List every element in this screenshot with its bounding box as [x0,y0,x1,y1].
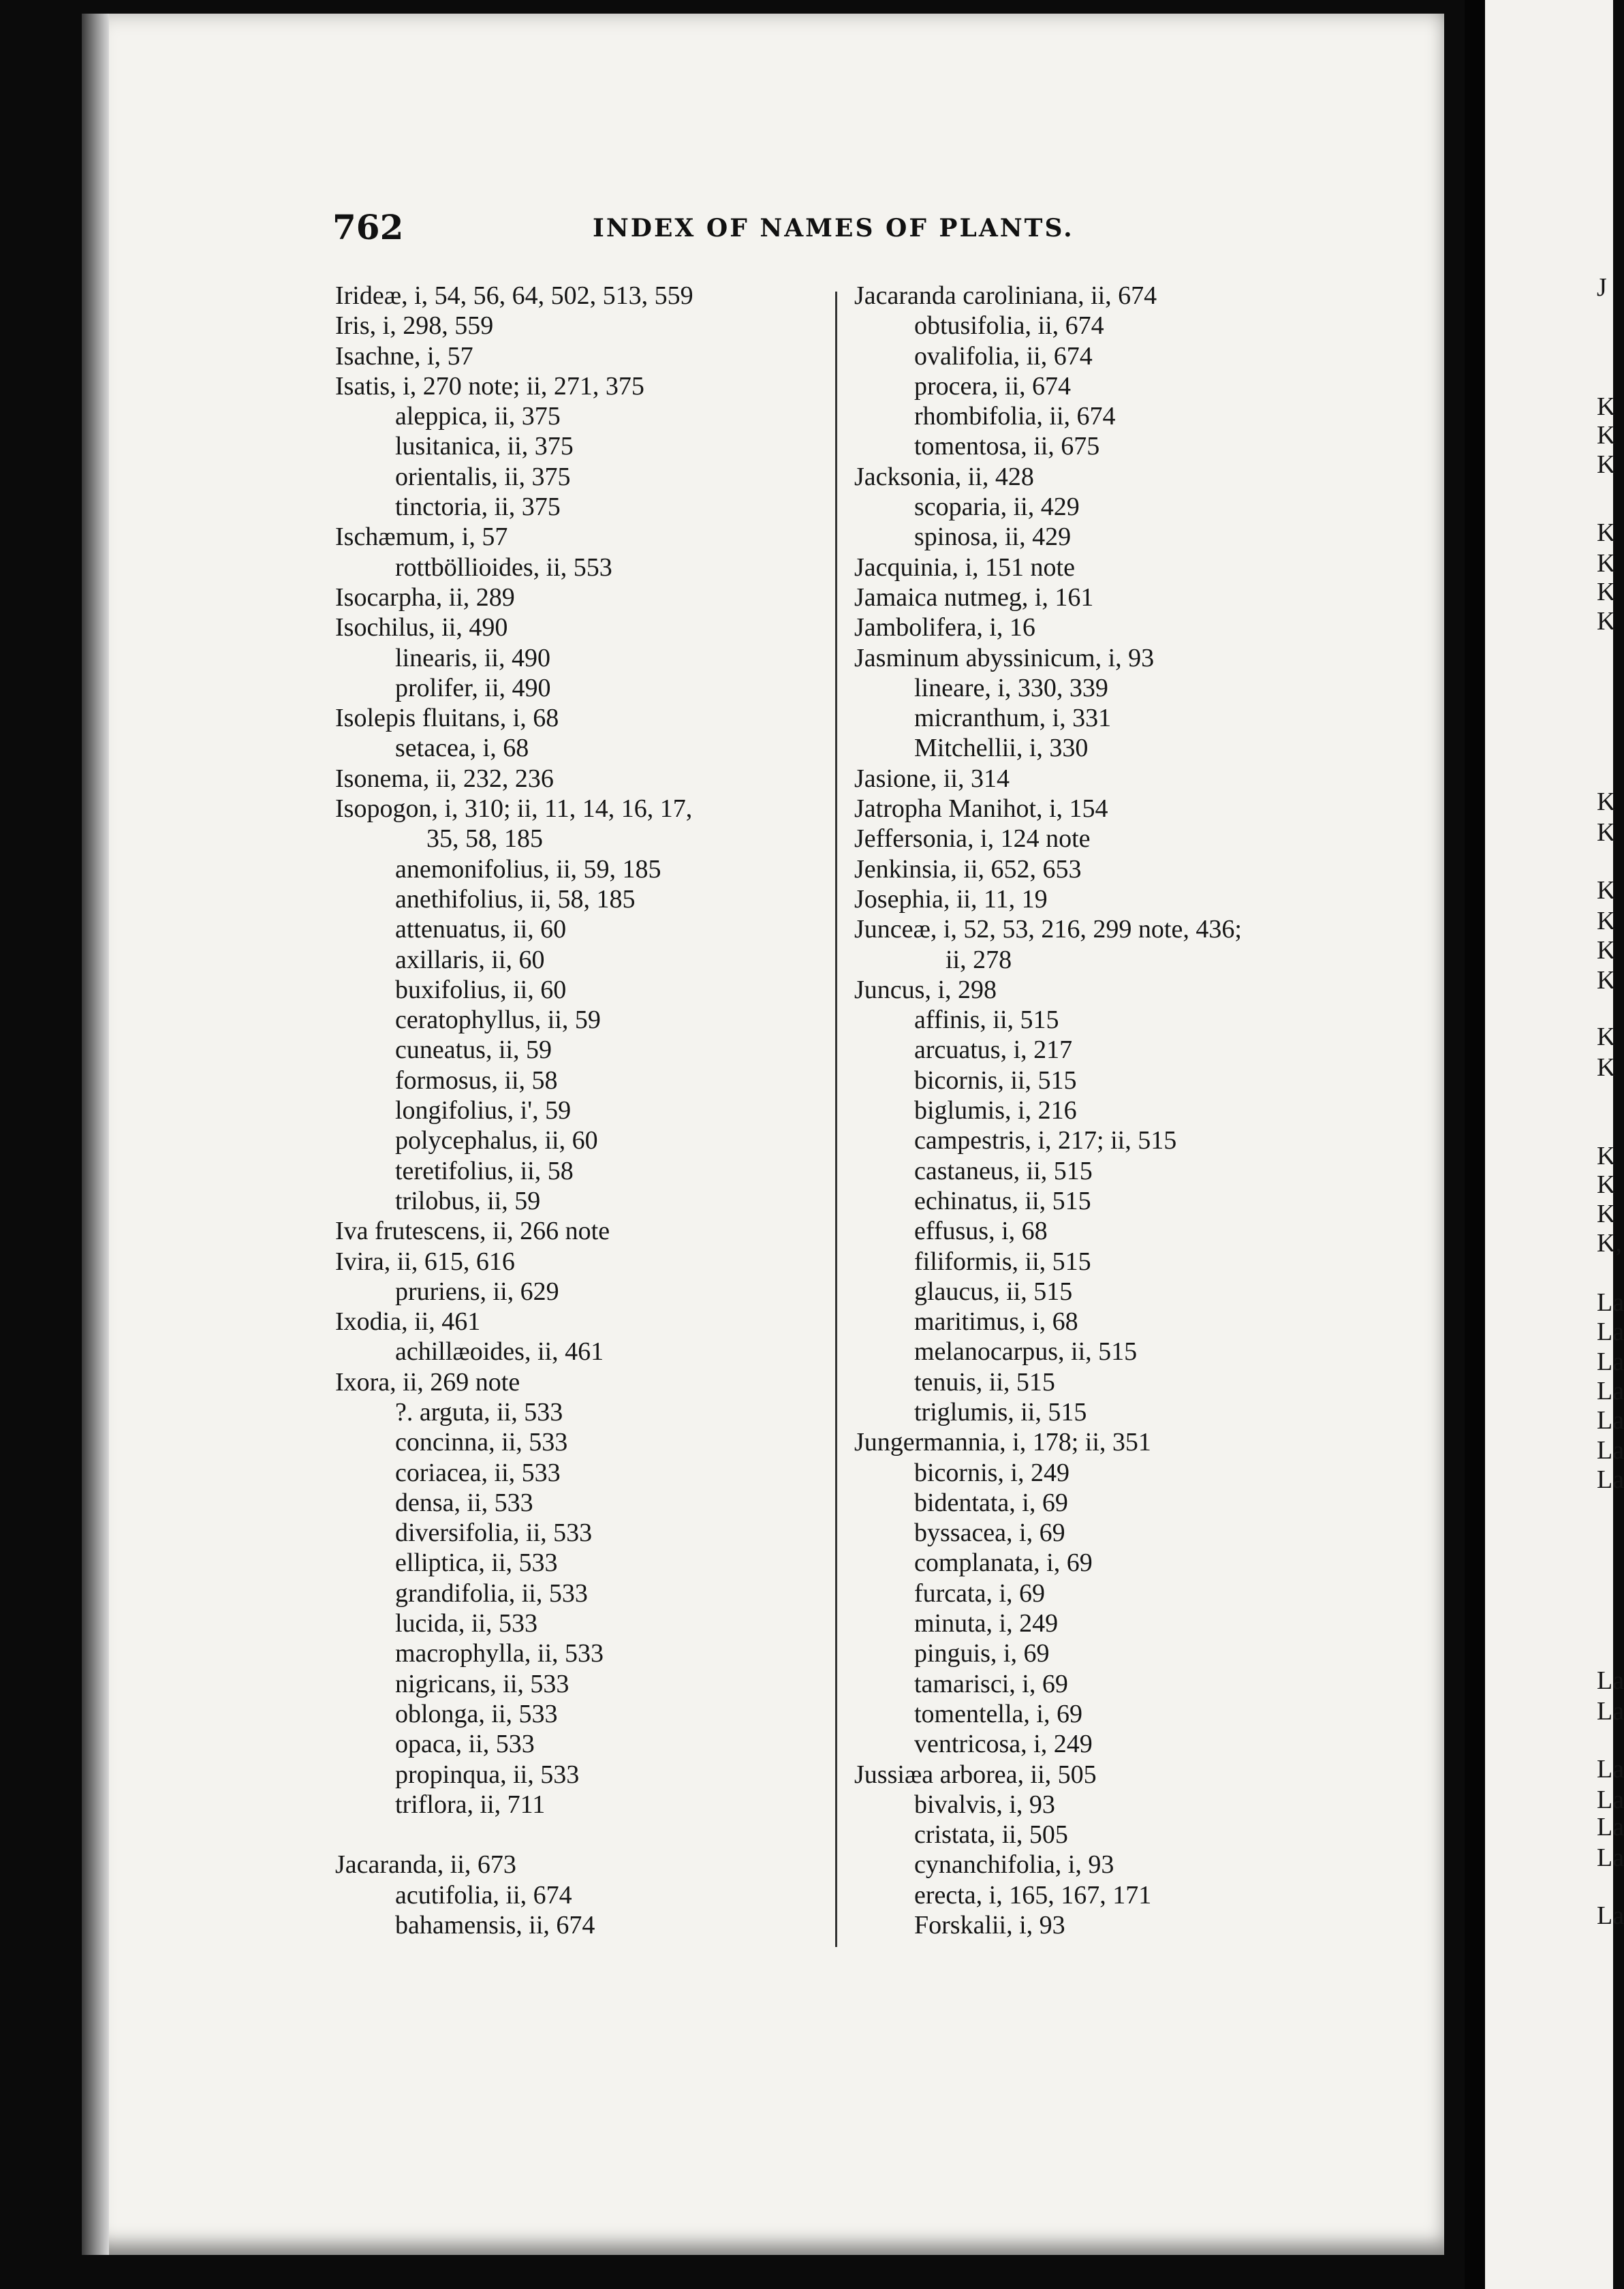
index-subentry: erecta, i, 165, 167, 171 [914,1880,1152,1910]
facing-page-letter: La [1597,1465,1624,1494]
index-subentry: Mitchellii, i, 330 [914,734,1089,763]
index-subentry: glaucus, ii, 515 [914,1277,1073,1306]
facing-page-letter: K [1597,1200,1616,1228]
index-subentry: opaca, ii, 533 [395,1730,535,1759]
index-column-left [335,281,839,1940]
facing-page-letter: K, [1597,1229,1622,1258]
index-subentry: tinctoria, ii, 375 [395,493,561,522]
facing-page-letter: La [1597,1813,1624,1841]
index-entry: Junceæ, i, 52, 53, 216, 299 note, 436; [854,915,1242,944]
facing-page-letter: La [1597,1755,1624,1784]
index-entry: Jeffersonia, i, 124 note [854,824,1091,854]
index-subentry: byssacea, i, 69 [914,1519,1065,1548]
index-subentry: formosus, ii, 58 [395,1065,558,1095]
index-entry: Jambolifera, i, 16 [854,613,1035,642]
index-entry: Juncus, i, 298 [854,975,997,1004]
page-spine-shadow [82,14,109,2255]
facing-page-letter: K [1597,876,1616,905]
index-subentry: bivalvis, i, 93 [914,1790,1055,1819]
index-subentry: bicornis, ii, 515 [914,1065,1077,1095]
page-number: 762 [332,207,404,247]
index-subentry: cynanchifolia, i, 93 [914,1850,1114,1880]
index-subentry: acutifolia, ii, 674 [395,1880,572,1910]
index-subentry: polycephalus, ii, 60 [395,1126,598,1155]
index-subentry: linearis, ii, 490 [395,643,550,672]
index-subentry: achillæoides, ii, 461 [395,1337,604,1367]
facing-page-letter: La [1597,1697,1624,1726]
index-subentry: complanata, i, 69 [914,1548,1093,1578]
facing-page-letter: K [1597,421,1616,450]
facing-page-letter: K [1597,392,1616,421]
facing-page-letter: K [1597,1053,1616,1082]
index-subentry: concinna, ii, 533 [395,1428,568,1457]
index-subentry: triflora, ii, 711 [395,1790,546,1819]
index-entry: Irideæ, i, 54, 56, 64, 502, 513, 559 [335,281,693,310]
index-subentry: aleppica, ii, 375 [395,402,561,431]
page-gutter [1465,0,1485,2289]
index-entry: Jacquinia, i, 151 note [854,552,1075,582]
index-subentry: lusitanica, ii, 375 [395,432,574,461]
index-entry: Ixora, ii, 269 note [335,1367,520,1397]
facing-page-letter: K [1597,936,1616,965]
index-subentry: propinqua, ii, 533 [395,1760,580,1789]
index-entry: Isonema, ii, 232, 236 [335,764,554,793]
index-entry [335,1820,839,1850]
index-subentry: teretifolius, ii, 58 [395,1156,574,1185]
index-entry: Jussiæa arborea, ii, 505 [854,1760,1097,1789]
index-subentry: rottböllioides, ii, 553 [395,552,612,582]
index-subentry: diversifolia, ii, 533 [395,1519,593,1548]
facing-page-letter: La [1597,1348,1624,1376]
index-entry: Jungermannia, i, 178; ii, 351 [854,1428,1151,1457]
facing-page-letter: La [1597,1666,1624,1695]
facing-page-letter: K [1597,578,1616,606]
index-entry: Jasminum abyssinicum, i, 93 [854,643,1155,672]
facing-page-letter: La [1597,1318,1624,1346]
facing-page-letter: K [1597,1142,1616,1170]
index-subentry: elliptica, ii, 533 [395,1548,558,1578]
index-entry: Jamaica nutmeg, i, 161 [854,582,1094,612]
index-subentry: bidentata, i, 69 [914,1488,1068,1517]
index-entry: Ixodia, ii, 461 [335,1307,481,1337]
facing-page-letter: La [1597,1377,1624,1405]
index-subentry: procera, ii, 674 [914,371,1072,401]
index-entry: Ivira, ii, 615, 616 [335,1247,515,1276]
index-subentry: biglumis, i, 216 [914,1096,1077,1125]
index-subentry: ovalifolia, ii, 674 [914,341,1093,371]
index-subentry: 35, 58, 185 [426,824,543,854]
facing-page-letter: K [1597,1170,1616,1199]
index-entry: Jacaranda caroliniana, ii, 674 [854,281,1157,310]
index-entry: Jatropha Manihot, i, 154 [854,794,1108,824]
index-entry: Isochilus, ii, 490 [335,613,508,642]
facing-page-letter: La [1597,1901,1624,1930]
index-subentry: macrophylla, ii, 533 [395,1639,604,1668]
index-subentry: rhombifolia, ii, 674 [914,402,1116,431]
index-entry: Iva frutescens, ii, 266 note [335,1217,610,1246]
index-subentry: triglumis, ii, 515 [914,1397,1087,1427]
facing-page-letter: K [1597,788,1616,816]
index-subentry: buxifolius, ii, 60 [395,975,567,1004]
index-entry: Iris, i, 298, 559 [335,311,494,341]
index-subentry: ?. arguta, ii, 533 [395,1397,563,1427]
index-entry: Isachne, i, 57 [335,341,473,371]
index-column-right [854,281,1345,1940]
index-entry: Josephia, ii, 11, 19 [854,884,1048,914]
index-subentry: orientalis, ii, 375 [395,462,571,491]
index-subentry: cuneatus, ii, 59 [395,1036,552,1065]
index-entry: Isatis, i, 270 note; ii, 271, 375 [335,371,644,401]
index-subentry: grandifolia, ii, 533 [395,1578,588,1608]
index-subentry: bicornis, i, 249 [914,1458,1069,1487]
index-entry: Jasione, ii, 314 [854,764,1010,793]
facing-page-letter: K [1597,966,1616,995]
index-subentry: coriacea, ii, 533 [395,1458,561,1487]
facing-page-letter: La [1597,1843,1624,1872]
index-subentry: micranthum, i, 331 [914,704,1112,733]
index-subentry: lucida, ii, 533 [395,1609,537,1638]
index-entry: Jacksonia, ii, 428 [854,462,1034,491]
index-entry: Isolepis fluitans, i, 68 [335,704,559,733]
index-subentry: setacea, i, 68 [395,734,529,763]
index-entry: Jacaranda, ii, 673 [335,1850,516,1880]
index-subentry: lineare, i, 330, 339 [914,673,1108,702]
index-subentry: pinguis, i, 69 [914,1639,1050,1668]
facing-page-letter: K [1597,549,1616,578]
column-divider [835,292,837,1947]
index-subentry: anethifolius, ii, 58, 185 [395,884,636,914]
index-subentry: ventricosa, i, 249 [914,1730,1093,1759]
facing-page-edge [1485,0,1616,2289]
index-subentry: ii, 278 [946,945,1012,974]
index-subentry: bahamensis, ii, 674 [395,1911,595,1940]
index-entry: Ischæmum, i, 57 [335,523,508,552]
index-subentry: castaneus, ii, 515 [914,1156,1093,1185]
index-subentry: oblonga, ii, 533 [395,1699,558,1728]
index-subentry: tamarisci, i, 69 [914,1669,1068,1698]
facing-page-letter: K [1597,518,1616,547]
index-subentry: effusus, i, 68 [914,1217,1048,1246]
index-subentry: densa, ii, 533 [395,1488,533,1517]
index-subentry: affinis, ii, 515 [914,1006,1059,1035]
index-subentry: anemonifolius, ii, 59, 185 [395,854,661,884]
index-subentry: maritimus, i, 68 [914,1307,1078,1337]
facing-page-letter: K [1597,1023,1616,1051]
index-subentry: pruriens, ii, 629 [395,1277,559,1306]
index-entry: Isopogon, i, 310; ii, 11, 14, 16, 17, [335,794,693,824]
index-subentry: filiformis, ii, 515 [914,1247,1091,1276]
facing-page-letter: La [1597,1406,1624,1435]
index-entry: Isocarpha, ii, 289 [335,582,515,612]
facing-page-letter: La [1597,1288,1624,1317]
index-subentry: cristata, ii, 505 [914,1820,1068,1850]
index-subentry: Forskalii, i, 93 [914,1911,1065,1940]
index-subentry: campestris, i, 217; ii, 515 [914,1126,1177,1155]
facing-page-letter: La [1597,1786,1624,1814]
facing-page-letter: J [1597,273,1607,302]
running-head-title: INDEX OF NAMES OF PLANTS. [593,214,1074,243]
facing-page-letter: K [1597,907,1616,935]
index-subentry: attenuatus, ii, 60 [395,915,567,944]
index-subentry: tomentosa, ii, 675 [914,432,1100,461]
index-subentry: longifolius, i', 59 [395,1096,572,1125]
index-subentry: echinatus, ii, 515 [914,1186,1091,1215]
index-subentry: prolifer, ii, 490 [395,673,551,702]
index-subentry: obtusifolia, ii, 674 [914,311,1104,341]
index-subentry: scoparia, ii, 429 [914,493,1080,522]
index-subentry: minuta, i, 249 [914,1609,1059,1638]
index-subentry: furcata, i, 69 [914,1578,1046,1608]
facing-page-letter: K [1597,450,1616,479]
index-subentry: arcuatus, i, 217 [914,1036,1073,1065]
index-subentry: nigricans, ii, 533 [395,1669,569,1698]
index-subentry: melanocarpus, ii, 515 [914,1337,1138,1367]
index-entry: Jenkinsia, ii, 652, 653 [854,854,1082,884]
index-subentry: tomentella, i, 69 [914,1699,1082,1728]
index-subentry: tenuis, ii, 515 [914,1367,1055,1397]
facing-page-letter: K [1597,607,1616,636]
index-subentry: spinosa, ii, 429 [914,523,1072,552]
index-subentry: trilobus, ii, 59 [395,1186,541,1215]
facing-page-letter: K [1597,818,1616,847]
index-subentry: ceratophyllus, ii, 59 [395,1006,601,1035]
facing-page-letter: La [1597,1436,1624,1465]
index-subentry: axillaris, ii, 60 [395,945,545,974]
